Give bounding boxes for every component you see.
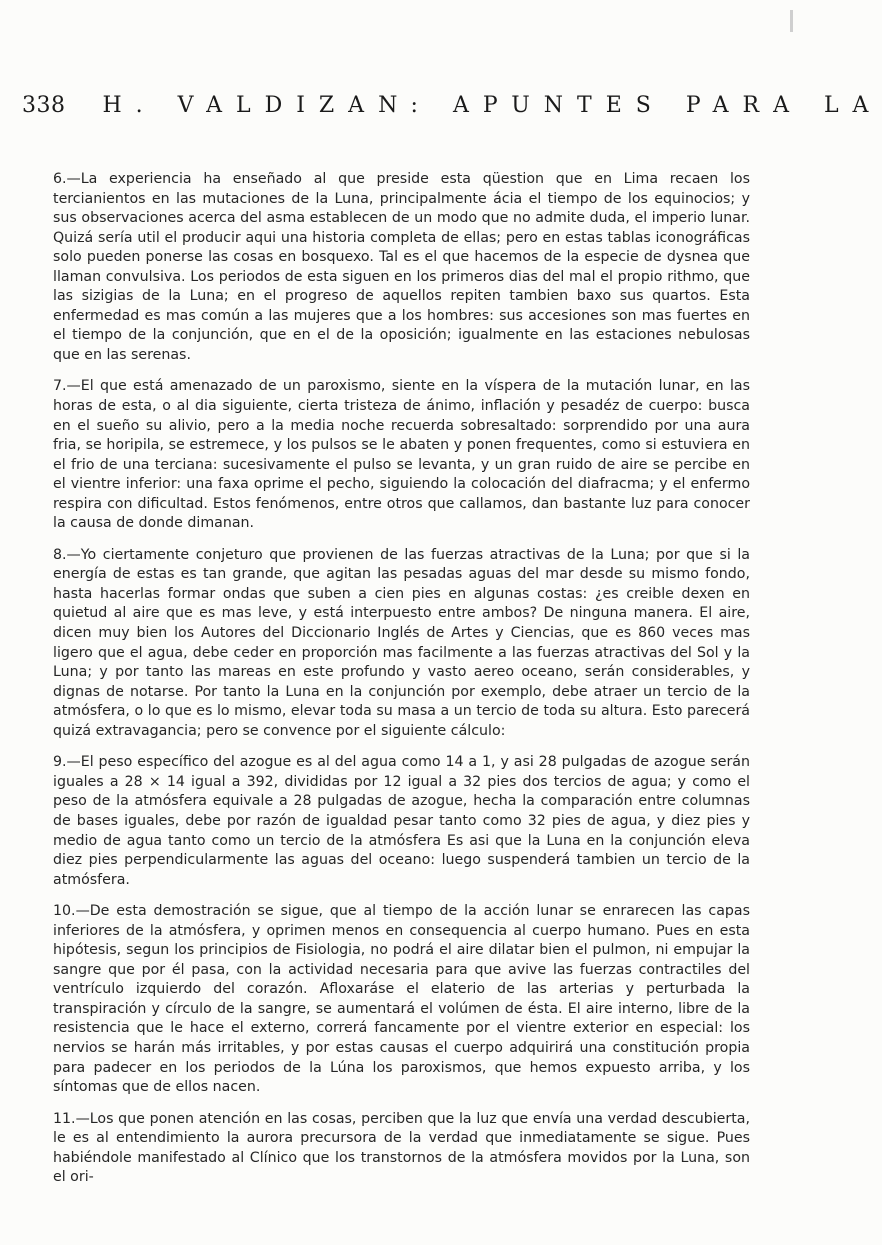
body-text (53, 170, 750, 1200)
page-header (22, 93, 882, 123)
paragraph-8: 8.—Yo ciertamente conjeturo que provienen de las fuerzas atractivas de la Luna; por que si la energía de estas es tan grande, que agitan las pesadas aguas del mar desde su mismo fondo, hasta hacerlas formar ondas que suben a cien pies en algunas costas: ¿es creible dexen en quietud al aire que es mas leve, y está interpuesto entre ambos? De ninguna manera. El aire, dicen muy bien los Autores del Diccionario Inglés de Artes y Ciencias, que es 860 veces mas ligero que el agua, debe ceder en proporción mas facilmente a las fuerzas atractivas del Sol y la Luna; y por tanto las mareas en este profundo y vasto aereo oceano, serán considerables, y dignas de notarse. Por tanto la Luna en la conjunción por exemplo, debe atraer un tercio de la atmósfera, o lo que es lo mismo, elevar toda su masa a un tercio de toda su altura. Esto parecerá quizá extravagancia; pero se convence por el siguiente cálculo: (53, 546, 750, 739)
paragraph-10: 10.—De esta demostración se sigue, que al tiempo de la acción lunar se enrarecen las capas inferiores de la atmósfera, y oprimen menos en consequencia al cuerpo humano. Pues en esta hipótesis, segun los principios de Fisiologia, no podrá el aire dilatar bien el pulmon, ni empujar la sangre que por él pasa, con la actividad necesaria para que avive las fuerzas contractiles del ventrículo izquierdo del corazón. Afloxaráse el elaterio de las arterias y perturbada la transpiración y círculo de la sangre, se aumentará el volúmen de ésta. El aire interno, libre de la resistencia que le hace el externo, correrá fancamente por el vientre exterior en especial: los nervios se harán más irritables, y por estas causas el cuerpo adquirirá una constitución propia para padecer en los periodos de la Lúna los paroxismos, que hemos expuesto arriba, y los síntomas que de ellos nacen. (53, 903, 750, 1096)
paragraph-9: 9.—El peso específico del azogue es al del agua como 14 a 1, y asi 28 pulgadas de azogue serán iguales a 28 × 14 igual a 392, divididas por 12 igual a 32 pies dos tercios de agua; y como el peso de la atmósfera equivale a 28 pulgadas de azogue, hecha la comparación entre columnas de bases iguales, debe por razón de igualdad pesar tanto como 32 pies de agua, y diez pies y medio de agua tanto como un tercio de la atmósfera Es asi que la Luna en la conjunción eleva diez pies perpendicularmente las aguas del oceano: luego suspenderá tambien un tercio de la atmósfera. (53, 754, 750, 888)
paragraph-7: 7.—El que está amenazado de un paroxismo, siente en la víspera de la mutación lunar, en las horas de esta, o al dia siguiente, cierta tristeza de ánimo, inflación y pesadéz de cuerpo: busca en el sueño su alivio, pero a la media noche recuerda sobresaltado: sorprendido por una aura fria, se horipila, se estremece, y los pulsos se le abaten y ponen frequentes, como si estuviera en el frio de una terciana: sucesivamente el pulso se levanta, y un gran ruido de aire se percibe en el vientre inferior: una faxa oprime el pecho, siguiendo la colocación del diafracma; y el enfermo respira con dificultad. Estos fenómenos, entre otros que callamos, dan bastante luz para conocer la causa de donde dimanan. (53, 378, 750, 532)
running-head: H. VALDIZAN: APUNTES PARA LA (102, 93, 882, 118)
paragraph-11: 11.—Los que ponen atención en las cosas, perciben que la luz que envía una verdad descubierta, le es al entendimiento la aurora precursora de la verdad que inmediatamente se sigue. Pues habiéndole manifestado al Clínico que los transtornos de la atmósfera movidos por la Luna, son el ori- (53, 1110, 750, 1186)
paragraph-6: 6.—La experiencia ha enseñado al que preside esta qüestion que en Lima recaen los tercianientos en las mutaciones de la Luna, principalmente ácia el tiempo de los equinocios; y sus observaciones acerca del asma establecen de un modo que no admite duda, el imperio lunar. Quizá sería util el producir aqui una historia completa de ellas; pero en estas tablas iconográficas solo pueden ponerse las cosas en bosquexo. Tal es el que hacemos de la especie de dysnea que llaman convulsiva. Los periodos de esta siguen en los primeros dias del mal el propio rithmo, que las sizigias de la Luna; en el progreso de aquellos repiten tambien baxo sus quartos. Esta enfermedad es mas común a las mujeres que a los hombres: sus accesiones son mas fuertes en el tiempo de la conjunción, que en el de la oposición; igualmente en las estaciones nebulosas que en las serenas. (53, 171, 750, 363)
page-edge-shadow (790, 10, 793, 32)
page-number: 338 (22, 93, 66, 118)
